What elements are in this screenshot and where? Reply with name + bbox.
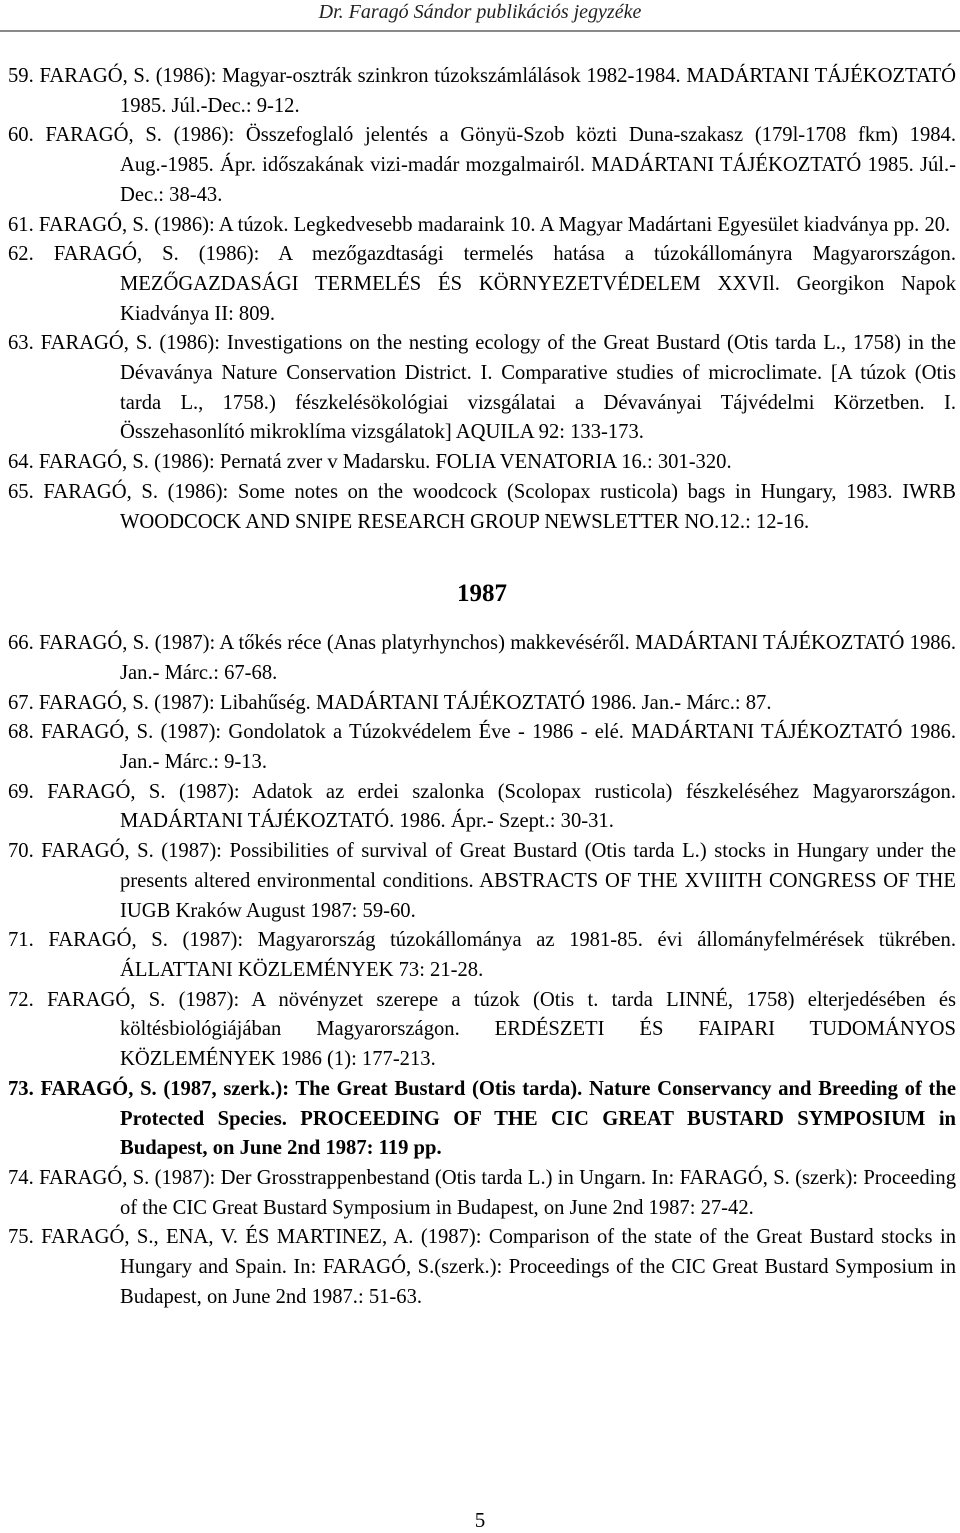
page-header xyxy=(0,0,960,38)
entry-73 xyxy=(8,1075,956,1164)
entry-text: FARAGÓ, S. (1987): Possibilities of survival of Great Bustard (Otis tarda L.) stocks in Hungary under the presents altered environmental conditions. ABSTRACTS OF THE XVIIITH CONGRESS OF THE IUGB Kraków August 1987: 59-60. xyxy=(41,840,956,922)
entry-59 xyxy=(8,62,956,121)
entry-number: 69. xyxy=(8,780,34,803)
entry-number: 73. xyxy=(8,1077,34,1100)
year-heading: 1987 xyxy=(457,580,507,608)
entry-74 xyxy=(8,1164,956,1223)
entry-number: 75. xyxy=(8,1226,34,1249)
entry-69 xyxy=(8,778,956,837)
entry-number: 66. xyxy=(8,632,34,655)
entry-text: FARAGÓ, S. (1986): Investigations on the nesting ecology of the Great Bustard (Otis tarda L., 1758) in the Dévaványa Nature Conservation District. I. Comparative studies of microclimate. [A túzok (Otis tarda L., 1758.) fészkelésökológiai vizsgálatai a Dévaványai Tájvédelmi Körzetben. I. Összehasonlító mikroklíma vizsgálatok] AQUILA 92: 133-173. xyxy=(40,332,956,444)
entry-number: 72. xyxy=(8,988,34,1011)
entry-number: 61. xyxy=(8,213,34,236)
entry-64 xyxy=(8,448,956,478)
entry-70 xyxy=(8,837,956,926)
header-rule xyxy=(0,30,960,32)
entry-60 xyxy=(8,121,956,210)
entry-text: FARAGÓ, S. (1987): A növényzet szerepe a túzok (Otis t. tarda LINNÉ, 1758) elterjedésében és költésbiológiájában Magyarországon. ERDÉSZETI ÉS FAIPARI TUDOMÁNYOS KÖZLEMÉNYEK 1986 (1): 177-213. xyxy=(47,988,956,1071)
entry-text: FARAGÓ, S. (1987): Magyarország túzokállománya az 1981-85. évi állományfelmérések tükrében. ÁLLATTANI KÖZLEMÉNYEK 73: 21-28. xyxy=(48,929,956,981)
entry-67 xyxy=(8,689,956,719)
entry-text: FARAGÓ, S. (1987): A tőkés réce (Anas platyrhynchos) makkevéséről. MADÁRTANI TÁJÉKOZTATÓ 1986. Jan.- Márc.: 67-68. xyxy=(39,632,956,684)
entry-text: FARAGÓ, S. (1986): Összefoglaló jelentés a Gönyü-Szob közti Duna-szakasz (179l-1708 fkm) 1984. Aug.-1985. Ápr. időszakának vizi-madár mozgalmairól. MADÁRTANI TÁJÉKOZTATÓ 1985. Júl.- Dec.: 38-43. xyxy=(45,124,956,206)
entry-63 xyxy=(8,329,956,448)
entry-number: 67. xyxy=(8,691,34,714)
entry-number: 62. xyxy=(8,243,34,266)
entry-number: 74. xyxy=(8,1166,34,1189)
entry-65 xyxy=(8,478,956,537)
entry-number: 65. xyxy=(8,480,34,503)
entry-text: FARAGÓ, S., ENA, V. ÉS MARTINEZ, A. (1987): Comparison of the state of the Great Bustard stocks in Hungary and Spain. In: FARAGÓ, S.(szerk.): Proceedings of the CIC Great Bustard Symposium in Budapest, on June 2nd 1987.: 51-63. xyxy=(41,1226,956,1308)
page-number: 5 xyxy=(474,1508,486,1532)
entry-number: 64. xyxy=(8,451,34,474)
entry-text: FARAGÓ, S. (1987): Adatok az erdei szalonka (Scolopax rusticola) fészkeléséhez Magyarországon. MADÁRTANI TÁJÉKOZTATÓ. 1986. Ápr.- Szept.: 30-31. xyxy=(47,780,956,833)
entry-71 xyxy=(8,926,956,985)
header-title: Dr. Faragó Sándor publikációs jegyzéke xyxy=(318,1,642,23)
entry-text: FARAGÓ, S. (1987, szerk.): The Great Bustard (Otis tarda). Nature Conservancy and Breeding of the Protected Species. PROCEEDING OF THE CIC GREAT BUSTARD SYMPOSIUM in Budapest, on June 2nd 1987: 119 pp. xyxy=(40,1077,956,1160)
entry-62 xyxy=(8,240,956,329)
entry-number: 71. xyxy=(8,929,34,952)
entry-75 xyxy=(8,1223,956,1312)
entry-number: 70. xyxy=(8,840,34,863)
entry-66 xyxy=(8,629,956,688)
entry-72 xyxy=(8,986,956,1075)
entry-text: FARAGÓ, S. (1986): Magyar-osztrák szinkron túzokszámlálások 1982-1984. MADÁRTANI TÁJÉKOZTATÓ 1985. Júl.-Dec.: 9-12. xyxy=(39,65,956,117)
entry-text: FARAGÓ, S. (1986): Pernatá zver v Madarsku. FOLIA VENATORIA 16.: 301-320. xyxy=(38,451,732,474)
entry-text: FARAGÓ, S. (1987): Libahűség. MADÁRTANI TÁJÉKOZTATÓ 1986. Jan.- Márc.: 87. xyxy=(38,691,772,714)
entry-61 xyxy=(8,211,956,241)
entry-text: FARAGÓ, S. (1987): Der Grosstrappenbestand (Otis tarda L.) in Ungarn. In: FARAGÓ, S. (szerk): Proceeding of the CIC Great Bustard Symposium in Budapest, on June 2nd 1987: 27-42. xyxy=(39,1166,956,1219)
entry-number: 68. xyxy=(8,721,34,744)
entries-1986 xyxy=(8,62,956,537)
entry-text: FARAGÓ, S. (1986): Some notes on the woodcock (Scolopax rusticola) bags in Hungary, 1983. IWRB WOODCOCK AND SNIPE RESEARCH GROUP NEWSLETTER NO.12.: 12-16. xyxy=(43,480,956,533)
entry-text: FARAGÓ, S. (1986): A túzok. Legkedvesebb madaraink 10. A Magyar Madártani Egyesület kiadványa pp. 20. xyxy=(38,213,951,236)
entry-text: FARAGÓ, S. (1987): Gondolatok a Túzokvédelem Éve - 1986 - elé. MADÁRTANI TÁJÉKOZTATÓ 1986. Jan.- Márc.: 9-13. xyxy=(41,721,956,774)
entry-number: 63. xyxy=(8,332,34,355)
entry-number: 59. xyxy=(8,65,34,87)
entry-68 xyxy=(8,718,956,777)
publication-list xyxy=(8,62,956,1312)
entries-1987 xyxy=(8,629,956,1312)
entry-number: 60. xyxy=(8,124,34,147)
entry-text: FARAGÓ, S. (1986): A mezőgazdtasági termelés hatása a túzokállományra Magyarországon. MEZŐGAZDASÁGI TERMELÉS ÉS KÖRNYEZETVÉDELEM XXVIl. Georgikon Napok Kiadványa II: 809. xyxy=(53,243,957,325)
